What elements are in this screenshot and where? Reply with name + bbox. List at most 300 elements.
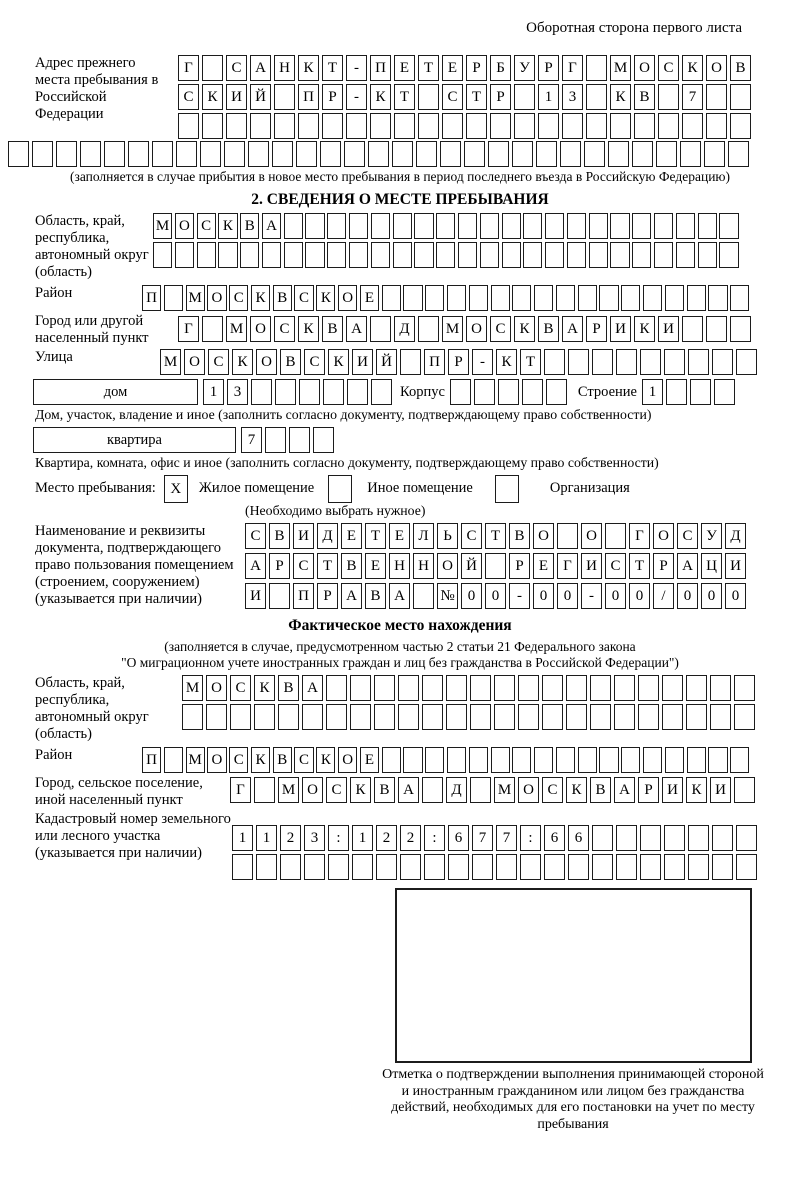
char-box	[302, 704, 323, 730]
char-box	[730, 747, 749, 773]
char-box	[578, 285, 597, 311]
char-box	[469, 747, 488, 773]
char-box: А	[262, 213, 281, 239]
char-box	[682, 113, 703, 139]
char-box	[346, 113, 367, 139]
char-box: К	[610, 84, 631, 110]
char-box	[374, 675, 395, 701]
char-box: -	[509, 583, 530, 609]
ulitsa-label: Улица	[35, 349, 73, 365]
char-box: 1	[538, 84, 559, 110]
char-box	[534, 285, 553, 311]
char-box	[153, 242, 172, 268]
char-box: С	[197, 213, 216, 239]
char-box	[518, 704, 539, 730]
char-box: 7	[241, 427, 262, 453]
char-box	[640, 825, 661, 851]
prev-address-label: Адрес прежнего места пребывания в Российской Федерации	[35, 55, 159, 122]
document-label: Наименование и реквизиты документа, подтверждающего право пользования помещением (строением, сооружением) (указывается при наличии)	[35, 523, 234, 607]
char-box: П	[298, 84, 319, 110]
char-box	[640, 349, 661, 375]
char-box: В	[280, 349, 301, 375]
char-box	[614, 704, 635, 730]
char-box: С	[229, 285, 248, 311]
char-box	[665, 747, 684, 773]
char-box	[128, 141, 149, 167]
char-box	[708, 747, 727, 773]
char-box	[712, 825, 733, 851]
mesto-label: Место пребывания:	[35, 480, 156, 496]
char-box: А	[346, 316, 367, 342]
char-box	[323, 379, 344, 405]
char-box	[632, 242, 651, 268]
char-box	[80, 141, 101, 167]
char-box	[265, 427, 286, 453]
page-header-note: Оборотная сторона первого листа	[526, 20, 742, 36]
char-box: -	[581, 583, 602, 609]
char-box: П	[424, 349, 445, 375]
kvartira-widebox: квартира	[33, 427, 236, 453]
char-box	[610, 213, 629, 239]
char-box: Р	[490, 84, 511, 110]
char-box: 3	[227, 379, 248, 405]
char-box: К	[686, 777, 707, 803]
char-box	[392, 141, 413, 167]
char-box: А	[250, 55, 271, 81]
fact-oblast-row-1	[182, 675, 758, 701]
oblast-rows	[153, 213, 741, 268]
char-box	[470, 675, 491, 701]
char-box: Р	[466, 55, 487, 81]
char-box	[538, 113, 559, 139]
char-box	[164, 747, 183, 773]
char-box	[662, 704, 683, 730]
char-box: 0	[557, 583, 578, 609]
char-box: К	[316, 285, 335, 311]
char-box	[590, 704, 611, 730]
char-box: Т	[394, 84, 415, 110]
char-box	[586, 113, 607, 139]
char-box	[418, 84, 439, 110]
char-box: В	[365, 583, 386, 609]
char-box	[176, 141, 197, 167]
mesto-note: (Необходимо выбрать нужное)	[245, 503, 426, 518]
char-box: 1	[203, 379, 224, 405]
char-box: Ц	[701, 553, 722, 579]
char-box	[656, 141, 677, 167]
char-box: В	[374, 777, 395, 803]
char-box	[458, 242, 477, 268]
char-box	[485, 553, 506, 579]
char-box	[289, 427, 310, 453]
char-box	[371, 242, 390, 268]
char-box: С	[293, 553, 314, 579]
char-box: 1	[642, 379, 663, 405]
char-box	[418, 113, 439, 139]
char-box	[8, 141, 29, 167]
dom-note: Дом, участок, владение и иное (заполнить согласно документу, подтверждающему право собственности)	[35, 407, 652, 422]
document-block	[0, 523, 800, 609]
option-zhiloe-label: Жилое помещение	[198, 480, 315, 496]
char-box	[403, 285, 422, 311]
raion-label: Район	[35, 285, 73, 301]
char-box: О	[581, 523, 602, 549]
char-box	[567, 242, 586, 268]
char-box: М	[186, 285, 205, 311]
char-box	[274, 84, 295, 110]
char-box	[698, 242, 717, 268]
char-box	[491, 747, 510, 773]
char-box	[251, 379, 272, 405]
char-box: /	[653, 583, 674, 609]
char-box	[368, 141, 389, 167]
char-box	[414, 242, 433, 268]
char-box	[496, 854, 517, 880]
prev-address-row-4	[0, 141, 800, 167]
char-box	[621, 285, 640, 311]
char-box	[665, 285, 684, 311]
char-box	[474, 379, 495, 405]
char-box: В	[240, 213, 259, 239]
char-box	[638, 704, 659, 730]
char-box	[654, 242, 673, 268]
char-box	[523, 213, 542, 239]
char-box	[218, 242, 237, 268]
char-box	[736, 854, 757, 880]
char-box	[730, 113, 751, 139]
char-box	[393, 242, 412, 268]
char-box	[350, 675, 371, 701]
char-box	[447, 747, 466, 773]
char-box	[536, 141, 557, 167]
char-box: Г	[178, 55, 199, 81]
char-box	[280, 854, 301, 880]
char-box: И	[245, 583, 266, 609]
char-box	[586, 84, 607, 110]
char-box	[706, 84, 727, 110]
char-box	[714, 379, 735, 405]
char-box: О	[207, 285, 226, 311]
char-box: П	[142, 285, 161, 311]
document-row-1	[245, 523, 749, 549]
char-box: С	[229, 747, 248, 773]
fact-raion-row	[142, 747, 752, 773]
char-box	[254, 704, 275, 730]
char-box	[464, 141, 485, 167]
char-box: О	[533, 523, 554, 549]
char-box	[371, 379, 392, 405]
checkbox-organizaciya	[495, 475, 519, 503]
char-box	[494, 675, 515, 701]
char-box	[104, 141, 125, 167]
char-box: Т	[629, 553, 650, 579]
kadastr-label: Кадастровый номер земельного или лесного участка (указывается при наличии)	[35, 811, 231, 861]
char-box: Е	[341, 523, 362, 549]
char-box: 0	[461, 583, 482, 609]
char-box	[298, 113, 319, 139]
fact-gorod-label: Город, сельское поселение, иной населенный пункт	[35, 775, 203, 808]
char-box: Б	[490, 55, 511, 81]
char-box	[599, 285, 618, 311]
char-box: 6	[544, 825, 565, 851]
char-box	[512, 141, 533, 167]
char-box	[376, 854, 397, 880]
char-box: С	[658, 55, 679, 81]
char-box: 0	[533, 583, 554, 609]
char-box: В	[509, 523, 530, 549]
char-box: А	[562, 316, 583, 342]
char-box: К	[634, 316, 655, 342]
char-box	[560, 141, 581, 167]
char-box	[206, 704, 227, 730]
char-box: Д	[446, 777, 467, 803]
char-box	[610, 113, 631, 139]
stroenie-cells	[642, 379, 738, 405]
char-box	[688, 825, 709, 851]
char-box	[522, 379, 543, 405]
char-box	[616, 854, 637, 880]
char-box	[347, 379, 368, 405]
char-box	[556, 285, 575, 311]
ulitsa-block	[0, 349, 800, 375]
char-box	[616, 825, 637, 851]
char-box	[556, 747, 575, 773]
char-box	[304, 854, 325, 880]
char-box: В	[590, 777, 611, 803]
char-box	[398, 675, 419, 701]
char-box	[686, 675, 707, 701]
char-box: Р	[317, 583, 338, 609]
char-box: С	[274, 316, 295, 342]
char-box	[371, 213, 390, 239]
char-box	[512, 285, 531, 311]
prev-address-rows	[178, 55, 754, 139]
char-box: 2	[376, 825, 397, 851]
char-box	[730, 84, 751, 110]
char-box	[349, 242, 368, 268]
char-box: :	[520, 825, 541, 851]
char-box	[494, 704, 515, 730]
prev-address-note: (заполняется в случае прибытия в новое место пребывания в период последнего въезда в Российскую Федерацию)	[69, 169, 731, 184]
char-box	[256, 854, 277, 880]
char-box: К	[232, 349, 253, 375]
char-box	[498, 379, 519, 405]
char-box: И	[725, 553, 746, 579]
char-box	[557, 523, 578, 549]
kadastr-block	[0, 811, 800, 880]
kvartira-row	[0, 427, 800, 453]
char-box	[202, 55, 223, 81]
char-box: 6	[568, 825, 589, 851]
char-box: П	[370, 55, 391, 81]
char-box: 0	[629, 583, 650, 609]
char-box: М	[494, 777, 515, 803]
char-box	[175, 242, 194, 268]
char-box: :	[424, 825, 445, 851]
char-box	[202, 316, 223, 342]
char-box	[698, 213, 717, 239]
char-box	[374, 704, 395, 730]
char-box	[422, 777, 443, 803]
char-box: А	[614, 777, 635, 803]
char-box	[578, 747, 597, 773]
char-box	[662, 675, 683, 701]
char-box	[403, 747, 422, 773]
char-box: О	[518, 777, 539, 803]
char-box	[708, 285, 727, 311]
char-box: К	[682, 55, 703, 81]
char-box	[632, 213, 651, 239]
char-box: В	[341, 553, 362, 579]
char-box	[350, 704, 371, 730]
char-box: И	[610, 316, 631, 342]
char-box	[230, 704, 251, 730]
char-box	[616, 349, 637, 375]
char-box	[590, 675, 611, 701]
char-box: Т	[365, 523, 386, 549]
section2-title: 2. СВЕДЕНИЯ О МЕСТЕ ПРЕБЫВАНИЯ	[251, 191, 549, 208]
char-box: У	[514, 55, 535, 81]
char-box	[712, 349, 733, 375]
char-box: П	[293, 583, 314, 609]
char-box: Ь	[437, 523, 458, 549]
kvartira-cells	[241, 427, 337, 453]
char-box	[305, 242, 324, 268]
char-box	[448, 854, 469, 880]
char-box	[322, 113, 343, 139]
char-box: К	[254, 675, 275, 701]
char-box	[676, 242, 695, 268]
char-box	[736, 349, 757, 375]
char-box	[398, 704, 419, 730]
char-box: М	[182, 675, 203, 701]
kadastr-rows	[232, 825, 760, 880]
char-box: С	[442, 84, 463, 110]
char-box: О	[256, 349, 277, 375]
char-box: -	[346, 55, 367, 81]
char-box	[284, 213, 303, 239]
char-box	[520, 854, 541, 880]
char-box	[710, 704, 731, 730]
char-box: 0	[725, 583, 746, 609]
char-box	[440, 141, 461, 167]
char-box: Т	[322, 55, 343, 81]
char-box: М	[160, 349, 181, 375]
char-box	[566, 704, 587, 730]
char-box: 7	[496, 825, 517, 851]
char-box	[706, 113, 727, 139]
char-box	[182, 704, 203, 730]
char-box: К	[496, 349, 517, 375]
char-box: И	[226, 84, 247, 110]
char-box: О	[437, 553, 458, 579]
char-box: И	[658, 316, 679, 342]
char-box	[491, 285, 510, 311]
char-box	[349, 213, 368, 239]
char-box	[730, 316, 751, 342]
oblast-label: Область, край, республика, автономный округ (область)	[35, 213, 149, 280]
checkbox-zhiloe: X	[164, 475, 188, 503]
char-box	[327, 213, 346, 239]
char-box	[200, 141, 221, 167]
char-box	[447, 285, 466, 311]
char-box: В	[730, 55, 751, 81]
char-box: Д	[317, 523, 338, 549]
mesto-row	[0, 475, 800, 503]
char-box	[458, 213, 477, 239]
char-box	[442, 113, 463, 139]
char-box: Г	[629, 523, 650, 549]
char-box: С	[178, 84, 199, 110]
char-box	[56, 141, 77, 167]
char-box: В	[273, 285, 292, 311]
char-box	[643, 747, 662, 773]
char-box	[534, 747, 553, 773]
char-box	[687, 747, 706, 773]
fact-gorod-block	[0, 775, 800, 809]
char-box	[446, 675, 467, 701]
char-box: В	[278, 675, 299, 701]
dom-widebox: дом	[33, 379, 198, 405]
fact-oblast-rows	[182, 675, 758, 730]
char-box: 3	[562, 84, 583, 110]
char-box	[586, 55, 607, 81]
char-box: М	[186, 747, 205, 773]
char-box	[666, 379, 687, 405]
char-box: О	[466, 316, 487, 342]
char-box	[232, 854, 253, 880]
document-row-3	[245, 583, 749, 609]
char-box: В	[634, 84, 655, 110]
char-box	[164, 285, 183, 311]
char-box	[466, 113, 487, 139]
char-box	[643, 285, 662, 311]
char-box	[296, 141, 317, 167]
char-box: А	[389, 583, 410, 609]
char-box	[546, 379, 567, 405]
char-box: Г	[562, 55, 583, 81]
char-box	[254, 777, 275, 803]
char-box: Р	[653, 553, 674, 579]
stamp-area-box	[395, 888, 752, 1063]
char-box: 1	[352, 825, 373, 851]
char-box: 0	[677, 583, 698, 609]
char-box	[272, 141, 293, 167]
fact-title: Фактическое место нахождения	[288, 617, 512, 634]
char-box	[299, 379, 320, 405]
char-box	[32, 141, 53, 167]
gorod-row	[178, 316, 754, 342]
dom-cells	[203, 379, 395, 405]
char-box: М	[610, 55, 631, 81]
char-box	[566, 675, 587, 701]
char-box: С	[304, 349, 325, 375]
char-box	[608, 141, 629, 167]
char-box	[226, 113, 247, 139]
document-row-2	[245, 553, 749, 579]
char-box: А	[398, 777, 419, 803]
char-box	[490, 113, 511, 139]
char-box: 7	[682, 84, 703, 110]
fact-oblast-label: Область, край, республика, автономный округ (область)	[35, 675, 149, 742]
char-box: М	[442, 316, 463, 342]
char-box	[469, 285, 488, 311]
char-box	[413, 583, 434, 609]
char-box: И	[293, 523, 314, 549]
char-box: Е	[360, 747, 379, 773]
kvartira-note: Квартира, комната, офис и иное (заполнить согласно документу, подтверждающему право собственности)	[35, 455, 659, 470]
char-box: С	[326, 777, 347, 803]
